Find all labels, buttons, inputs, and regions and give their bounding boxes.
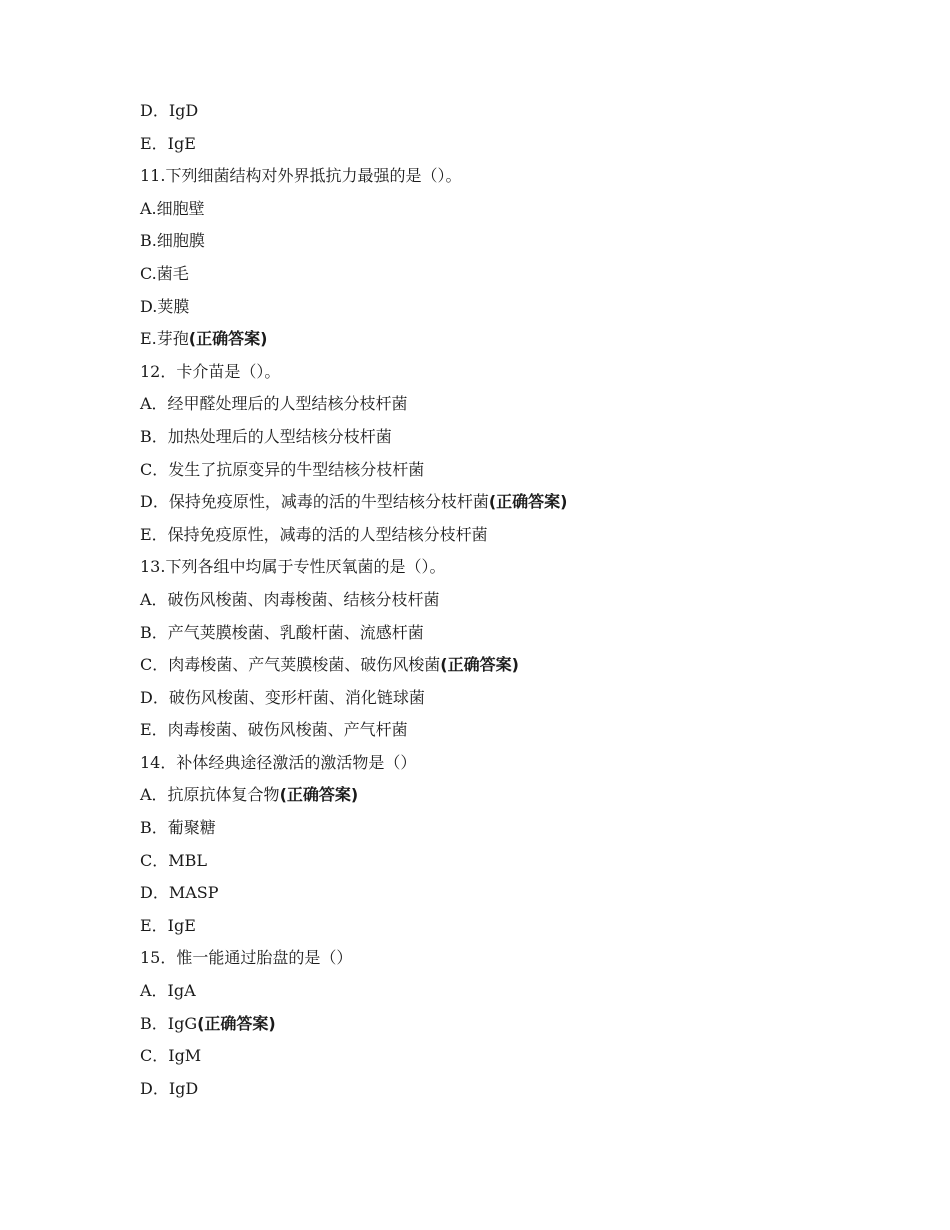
option-line: [140, 877, 860, 910]
option-line: [140, 1008, 860, 1041]
option-line: [140, 486, 860, 519]
option-line: [140, 1040, 860, 1073]
option-text: E．IgE: [140, 915, 196, 935]
correct-answer-tag: (正确答案): [488, 492, 568, 512]
question-line: [140, 747, 860, 780]
option-line: [140, 323, 860, 356]
option-line: [140, 388, 860, 421]
option-text: B.细胞膜: [140, 231, 205, 251]
question-text: 14．补体经典途径激活的激活物是（）: [140, 752, 417, 772]
option-text: D．破伤风梭菌、变形杆菌、消化链球菌: [140, 687, 425, 707]
option-text: A．经甲醛处理后的人型结核分枝杆菌: [140, 394, 408, 414]
option-text: B．葡聚糖: [140, 818, 216, 838]
option-text: B．产气荚膜梭菌、乳酸杆菌、流感杆菌: [140, 622, 424, 642]
option-line: [140, 454, 860, 487]
question-text: 15．惟一能通过胎盘的是（）: [140, 948, 353, 968]
option-line: [140, 617, 860, 650]
correct-answer-tag: (正确答案): [188, 329, 268, 349]
option-line: [140, 128, 860, 161]
question-line: [140, 356, 860, 389]
option-text: C．IgM: [140, 1046, 202, 1066]
option-line: [140, 225, 860, 258]
correct-answer-tag: (正确答案): [197, 1013, 276, 1033]
option-line: [140, 95, 860, 128]
option-text: C．MBL: [140, 850, 208, 870]
option-line: [140, 584, 860, 617]
option-text: C．发生了抗原变异的牛型结核分枝杆菌: [140, 459, 425, 479]
option-text: C．肉毒梭菌、产气荚膜梭菌、破伤风梭菌: [140, 655, 441, 675]
question-text: 13.下列各组中均属于专性厌氧菌的是（）。: [140, 557, 446, 577]
option-text: A．抗原抗体复合物: [140, 785, 280, 805]
option-line: [140, 258, 860, 291]
option-text: D.荚膜: [140, 296, 190, 316]
option-text: B．IgG: [140, 1013, 198, 1033]
question-text: 12．卡介苗是（）。: [140, 361, 281, 381]
option-line: [140, 519, 860, 552]
option-line: [140, 421, 860, 454]
option-text: B．加热处理后的人型结核分枝杆菌: [140, 426, 392, 446]
option-line: [140, 649, 860, 682]
question-line: [140, 551, 860, 584]
option-line: [140, 779, 860, 812]
option-text: A．IgA: [140, 981, 196, 1001]
question-line: [140, 942, 860, 975]
option-line: [140, 975, 860, 1008]
option-text: A.细胞壁: [140, 198, 205, 218]
document-page: [140, 95, 860, 1105]
option-line: [140, 812, 860, 845]
question-text: 11.下列细菌结构对外界抵抗力最强的是（）。: [140, 166, 462, 186]
option-text: E．保持免疫原性，减毒的活的人型结核分枝杆菌: [140, 524, 488, 544]
option-line: [140, 682, 860, 715]
option-text: D．MASP: [140, 883, 219, 903]
option-line: [140, 291, 860, 324]
option-line: [140, 193, 860, 226]
option-line: [140, 910, 860, 943]
option-text: D．IgD: [140, 101, 199, 120]
option-text: E．肉毒梭菌、破伤风梭菌、产气杆菌: [140, 720, 408, 740]
option-text: E．IgE: [140, 133, 196, 153]
option-line: [140, 714, 860, 747]
option-text: E.芽孢: [140, 329, 189, 349]
option-text: D．保持免疫原性，减毒的活的牛型结核分枝杆菌: [140, 492, 489, 512]
option-text: D．IgD: [140, 1078, 199, 1098]
question-line: [140, 160, 860, 193]
option-line: [140, 1073, 860, 1106]
option-text: A．破伤风梭菌、肉毒梭菌、结核分枝杆菌: [140, 589, 440, 609]
correct-answer-tag: (正确答案): [440, 655, 519, 675]
option-text: C.菌毛: [140, 263, 189, 283]
correct-answer-tag: (正确答案): [279, 785, 359, 805]
option-line: [140, 845, 860, 878]
